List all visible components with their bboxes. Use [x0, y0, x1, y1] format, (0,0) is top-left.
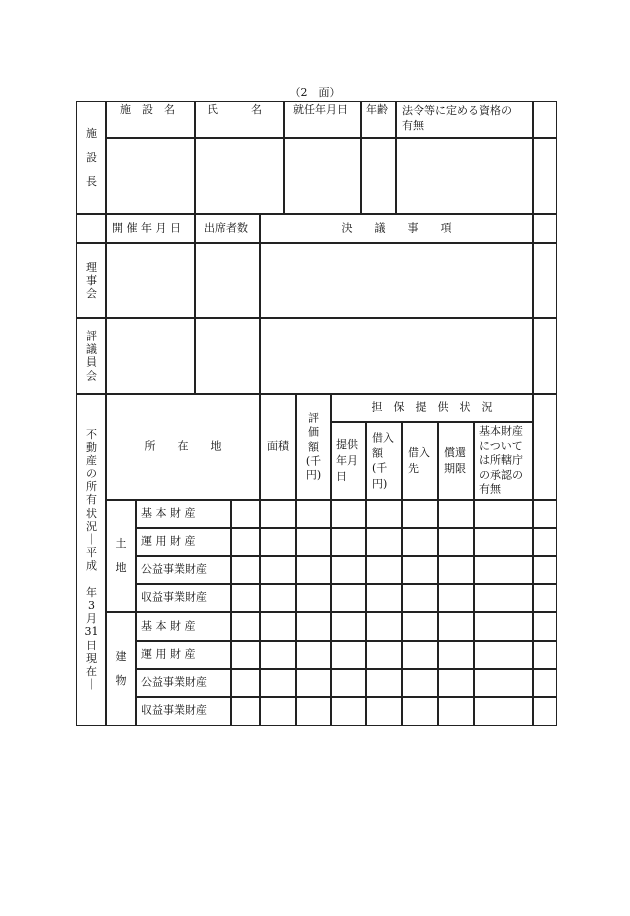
name-header — [194, 101, 285, 139]
building-category-label: 基 本 財 産 — [141, 619, 196, 633]
name-header-label: 氏 名 — [207, 103, 262, 116]
board-side-cell — [76, 242, 107, 319]
lender-header-label: 借入 先 — [408, 446, 430, 475]
land-data-cell — [365, 583, 403, 613]
land-data-cell — [401, 499, 439, 529]
land-data-cell — [473, 527, 534, 557]
board-attendees-cell — [194, 242, 261, 319]
building-data-cell — [330, 640, 367, 670]
land-data-cell — [473, 499, 534, 529]
land-data-cell — [437, 527, 475, 557]
building-data-cell — [401, 611, 439, 642]
building-data-cell — [330, 611, 367, 642]
meeting-date-header — [105, 213, 196, 244]
qualification-cell — [395, 137, 534, 215]
land-data-cell — [330, 555, 367, 585]
building-row-label-cell — [135, 640, 232, 670]
building-category-label: 収益事業財産 — [141, 703, 207, 717]
attendees-header — [194, 213, 261, 244]
building-data-cell — [259, 640, 297, 670]
building-data-cell — [330, 668, 367, 698]
provided-date-header-label: 提供 年月 日 — [336, 438, 358, 483]
land-data-cell — [330, 583, 367, 613]
land-data-cell — [473, 583, 534, 613]
location-header-label: 所 在 地 — [144, 439, 222, 453]
building-label: 建 物 — [115, 649, 127, 687]
building-data-cell — [295, 640, 332, 670]
real-estate-side-label: 不 動 産 の 所 有 状 況 ｜ 平 成 年 3 月 31 日 現 在 ｜ — [84, 427, 99, 692]
land-label: 土 地 — [115, 536, 127, 575]
facility-name-cell — [105, 137, 196, 215]
land-data-cell — [365, 555, 403, 585]
approval-header — [473, 421, 534, 501]
building-data-cell — [230, 640, 261, 670]
land-data-cell — [437, 583, 475, 613]
building-data-cell — [259, 668, 297, 698]
building-data-cell — [532, 668, 557, 698]
land-group-cell — [105, 499, 137, 613]
building-data-cell — [365, 611, 403, 642]
land-data-cell — [230, 527, 261, 557]
land-data-cell — [230, 583, 261, 613]
land-data-cell — [230, 555, 261, 585]
building-data-cell — [259, 696, 297, 726]
building-category-label: 運 用 財 産 — [141, 647, 196, 661]
land-row-label-cell — [135, 527, 232, 557]
building-data-cell — [230, 611, 261, 642]
council-attendees-cell — [194, 317, 261, 395]
building-data-cell — [473, 640, 534, 670]
land-data-cell — [295, 583, 332, 613]
collateral-header-label: 担 保 提 供 状 況 — [371, 400, 493, 414]
land-data-cell — [295, 527, 332, 557]
land-data-cell — [330, 499, 367, 529]
lender-header — [401, 421, 439, 501]
name-cell — [194, 137, 285, 215]
building-data-cell — [473, 696, 534, 726]
page-number-label: （2 面） — [289, 86, 341, 99]
land-row-label-cell — [135, 555, 232, 585]
council-side-cell — [76, 317, 107, 395]
building-data-cell — [437, 640, 475, 670]
loan-amount-header — [365, 421, 403, 501]
building-data-cell — [473, 668, 534, 698]
land-data-cell — [437, 555, 475, 585]
re-extra-header — [532, 393, 557, 501]
building-data-cell — [437, 611, 475, 642]
building-data-cell — [532, 696, 557, 726]
land-data-cell — [532, 583, 557, 613]
facility-head-side-cell — [76, 101, 107, 215]
land-data-cell — [401, 555, 439, 585]
land-data-cell — [365, 499, 403, 529]
land-data-cell — [295, 555, 332, 585]
facility-head-side-label: 施 設 長 — [86, 126, 97, 189]
land-data-cell — [259, 583, 297, 613]
meeting-date-header-label: 開 催 年 月 日 — [112, 221, 181, 235]
building-row-label-cell — [135, 668, 232, 698]
land-category-label: 公益事業財産 — [141, 562, 207, 576]
building-data-cell — [473, 611, 534, 642]
board-resolutions-cell — [259, 242, 534, 319]
building-row-label-cell — [135, 696, 232, 726]
area-header-label: 面積 — [267, 439, 289, 453]
land-data-cell — [259, 527, 297, 557]
provided-date-header — [330, 421, 367, 501]
qualification-header — [395, 101, 534, 139]
council-resolutions-cell — [259, 317, 534, 395]
building-data-cell — [295, 611, 332, 642]
location-header — [105, 393, 261, 501]
building-data-cell — [401, 640, 439, 670]
building-data-cell — [230, 696, 261, 726]
building-data-cell — [259, 611, 297, 642]
building-data-cell — [365, 668, 403, 698]
age-cell — [360, 137, 397, 215]
land-data-cell — [259, 555, 297, 585]
valuation-header — [295, 393, 332, 501]
land-data-cell — [473, 555, 534, 585]
building-group-cell — [105, 611, 137, 726]
board-extra-cell — [532, 242, 557, 319]
building-data-cell — [401, 668, 439, 698]
land-data-cell — [532, 499, 557, 529]
land-data-cell — [230, 499, 261, 529]
building-data-cell — [365, 696, 403, 726]
building-data-cell — [401, 696, 439, 726]
meeting-extra-header — [532, 213, 557, 244]
land-data-cell — [532, 527, 557, 557]
building-data-cell — [295, 668, 332, 698]
land-data-cell — [259, 499, 297, 529]
land-data-cell — [330, 527, 367, 557]
collateral-header — [330, 393, 534, 423]
land-category-label: 基 本 財 産 — [141, 506, 196, 520]
land-data-cell — [532, 555, 557, 585]
land-data-cell — [295, 499, 332, 529]
land-data-cell — [401, 527, 439, 557]
building-data-cell — [532, 611, 557, 642]
appointed-date-header — [283, 101, 362, 139]
building-data-cell — [365, 640, 403, 670]
facility-name-header-label: 施 設 名 — [120, 103, 175, 116]
land-data-cell — [437, 499, 475, 529]
re-side-cell — [76, 393, 107, 726]
building-data-cell — [532, 640, 557, 670]
land-category-label: 収益事業財産 — [141, 590, 207, 604]
building-data-cell — [295, 696, 332, 726]
qualification-header-label: 法令等に定める資格の 有無 — [402, 104, 512, 132]
building-category-label: 公益事業財産 — [141, 675, 207, 689]
facility-name-header — [105, 101, 196, 139]
council-label: 評 議 員 会 — [86, 329, 97, 383]
land-data-cell — [365, 527, 403, 557]
age-header-label: 年齢 — [366, 103, 388, 116]
area-header — [259, 393, 297, 501]
loan-amount-header-label: 借入 額 (千 円) — [372, 431, 394, 491]
resolutions-header — [259, 213, 534, 244]
attendees-header-label: 出席者数 — [204, 221, 248, 235]
council-extra-cell — [532, 317, 557, 395]
land-data-cell — [401, 583, 439, 613]
building-data-cell — [437, 668, 475, 698]
meeting-header-side-cell — [76, 213, 107, 244]
building-data-cell — [437, 696, 475, 726]
building-row-label-cell — [135, 611, 232, 642]
facility-extra-header — [532, 101, 557, 139]
land-category-label: 運 用 財 産 — [141, 534, 196, 548]
appointed-date-header-label: 就任年月日 — [293, 103, 348, 116]
age-header — [360, 101, 397, 139]
land-row-label-cell — [135, 583, 232, 613]
approval-header-label: 基本財産 について は所轄庁 の承認の 有無 — [479, 424, 523, 496]
land-row-label-cell — [135, 499, 232, 529]
resolutions-header-label: 決 議 事 項 — [341, 221, 452, 235]
council-date-cell — [105, 317, 196, 395]
building-data-cell — [330, 696, 367, 726]
valuation-header-label: 評 価 額 (千 円) — [305, 411, 322, 482]
board-label: 理 事 会 — [86, 260, 97, 301]
facility-extra-cell — [532, 137, 557, 215]
appointed-date-cell — [283, 137, 362, 215]
repayment-header — [437, 421, 475, 501]
board-date-cell — [105, 242, 196, 319]
repayment-header-label: 償還 期限 — [444, 446, 466, 475]
building-data-cell — [230, 668, 261, 698]
